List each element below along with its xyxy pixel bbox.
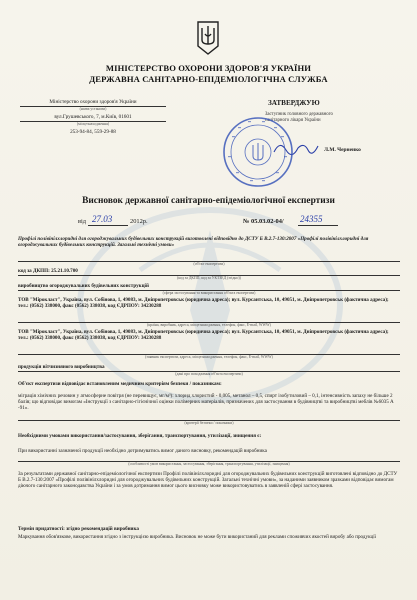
conditions-caption: (особливості умов використання, застосування, зберігання, транспортування, утилізації, знищення) [128,462,290,466]
approve-position-2: санітарного лікаря України [265,118,321,123]
origin-caption: (дані про походження об'єкта експертизи) [175,372,243,376]
criteria-text: міграція хімічних речовин у атмосферне повітря (не перевищує, мг/м³): хлорид хлористий - 0,005, метанол – 0,5, спирт ізобутиловий – 0,1, інтенсивність запаху не більше 2 балів; що відповідає вимогам «Інструкції з санітарно-гігієнічної оцінки полімерних матеріалів, призначених для застосування в будівництві та виробництві меблів №6035 А -91». [18,393,394,412]
criteria-caption: (критерії безпеки / показники) [184,421,234,425]
usage-category: виробництво огороджувальних будівельних конструкцій [18,283,149,289]
labeling-text: Маркування обов'язкове, використання згідно з інструкцією виробника. Висновок не може бути використаний для реклами споживчих якостей виробу або продукції [18,534,377,540]
product-origin: продукція вітчизняного виробництва [18,364,105,370]
conclusion-text: За результатами державної санітарно-епідеміологічної експертизи Профілі полівінілхлоридні для огороджувальних будівельних конструкцій виготовлені відповідно до ДСТУ Б В.2.7-130:2007 «Профілі полівінілхлоридні для огороджувальних будівельних конструкцій. Загальні технічні умови», за наданими заявником зразками відповідає вимогам діючого санітарного законодавства України і за умов дотримання вимог цього висновку може використовуватись в заявленій сфері застосування. [18,471,398,490]
official-stamp [222,116,294,188]
number-handwritten: 24355 [300,214,323,224]
subject-text: Профілі полівінілхлоридні для огороджувальних будівельних конструкцій виготовлені відповідно до ДСТУ Б В.2.7-130:2007 «Профілі полівінілхлоридні для огороджувальних будівельних конструкцій. Загальні технічні умови» [18,236,369,249]
shelf-life-label: Термін придатності: згідно рекомендацій виробника [18,526,139,532]
approve-signer: Л.М. Черненко [324,147,361,153]
approve-position-1: Заступник головного державного [265,112,333,117]
service-title: ДЕРЖАВНА САНІТАРНО-ЕПІДЕМІОЛОГІЧНА СЛУЖБА [89,74,328,84]
conditions-text: При використанні зазначеної продукції необхідно дотримуватись вимог даного висновку, рекомендацій виробника [18,448,267,454]
manufacturer-caption: (країна, виробник, адреса, місцезнаходження, телефон, факс, E-mail, WWW) [147,323,271,327]
applicant-caption: (заявник експертизи, адреса, місцезнаходження, телефон, факс, E-mail, WWW) [145,355,273,359]
approve-title: ЗАТВЕРДЖУЮ [268,99,320,107]
org-name: Міністерство охорони здоров'я України [49,99,137,105]
conditions-label: Необхідними умовами використання/застосування, зберігання, транспортування, утилізації, знищення є: [18,433,262,439]
date-handwritten: 27.03 [92,214,113,224]
applicant-text: ТОВ "Мірокласт", Україна, вул. Собінова, 1, 49083, м. Дніпропетровськ (юридична адреса); вул. Курсантська, 10, 49051, м. Дніпропетровськ (фактична адреса); тел.: (0562) 338000, факс (0562) 338038, код ЄДРПОУ: 34230288 [18,329,389,342]
code-caption: (код за ДКПП, код за УКТЗЕД (згідно)) [177,276,241,280]
date-prefix: від [78,218,87,225]
subject-caption: (об'єкт експертизи) [193,262,225,266]
manufacturer-text: ТОВ "Мірокласт", Україна, вул. Собінова, 1, 49083, м. Дніпропетровськ (юридична адреса); вул. Курсантська, 10, 49051, м. Дніпропетровськ (фактична адреса); тел.: (0562) 338000, факс (0562) 338038, код ЄДРПОУ: 34230288 [18,297,389,310]
number-prefix: № 05.03.02-04/ [243,218,284,225]
ministry-title: МІНІСТЕРСТВО ОХОРОНИ ЗДОРОВ'Я УКРАЇНИ [105,63,312,73]
org-caption: (назва установи) [79,107,107,111]
category-caption: (сфера застосування та використання об'єкта експертизи) [162,291,256,295]
criteria-label: Об'єкт експертизи відповідає встановленим медичним критеріям безпеки / показникам: [18,381,222,387]
product-code: код за ДКПП: 25.21.10.700 [18,268,78,274]
ukraine-trident-icon [196,20,220,56]
org-address: вул.Грушевського, 7, м.Київ, 01601 [54,114,132,120]
org-phone: 253-94-84, 559-29-88 [70,129,116,135]
document-title: Висновок державної санітарно-епідеміологічної експертизи [82,196,335,206]
date-suffix: 2012р. [130,218,148,225]
address-caption: (місцезнаходження) [76,122,110,126]
